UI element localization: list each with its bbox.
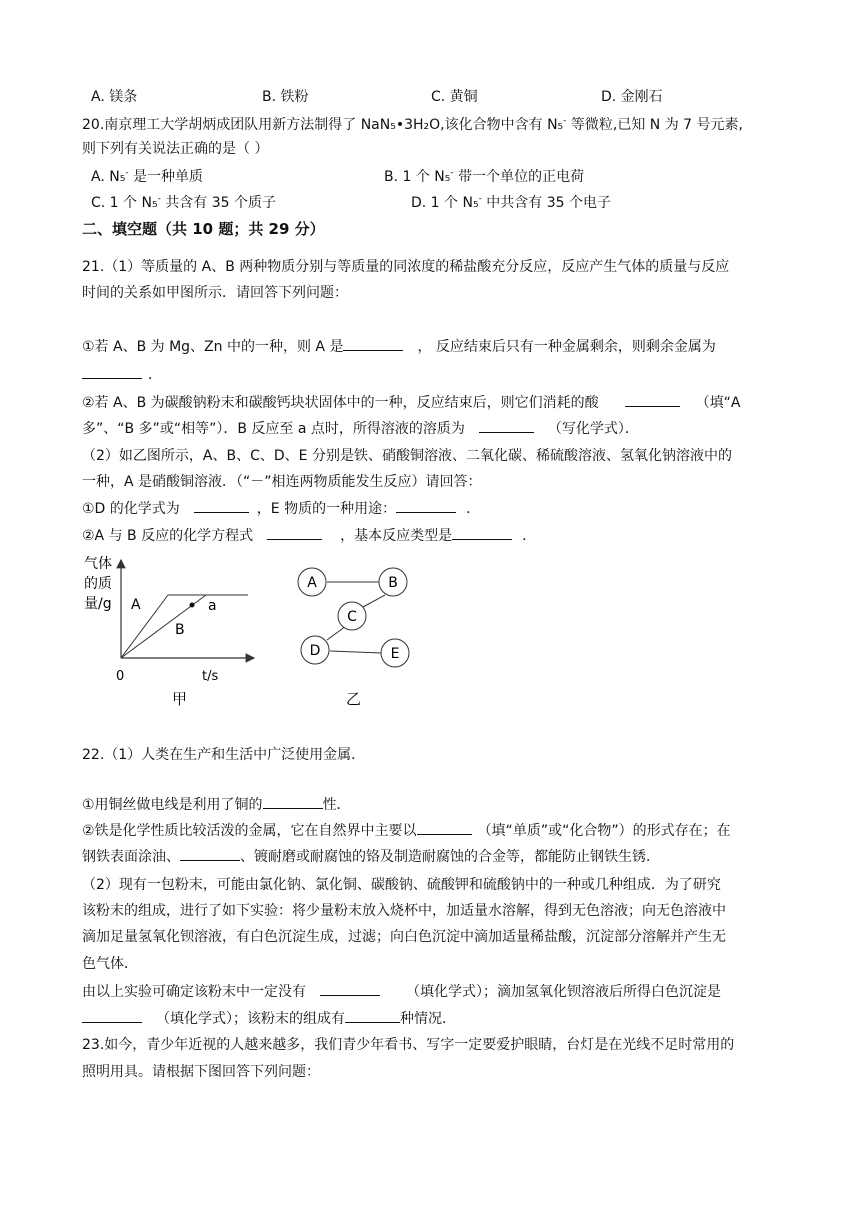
q20-opt-b-sup: - <box>450 168 454 178</box>
q21-l4: ． <box>148 367 162 383</box>
q22-line-9 <box>82 983 721 1001</box>
q22-l4-b: 、镀耐磨或耐腐蚀的铬及制造耐腐蚀的合金等，都能防止钢铁生锈． <box>240 849 660 865</box>
q21-l3-a: ①若 A、B 为 Mg、Zn 中的一种，则 A 是 <box>82 339 344 355</box>
q20-opt-a-sup: - <box>125 168 129 178</box>
q20-option-b <box>384 168 584 186</box>
q21-line-3 <box>82 338 716 356</box>
q21-l9-a: ①D 的化学式为 <box>82 501 180 517</box>
q22-line-4 <box>82 848 660 866</box>
section-2-title: 二、填空题（共 10 题；共 29 分） <box>82 220 325 238</box>
q22-line-2 <box>82 796 351 814</box>
q21-l9-c: ． <box>466 501 481 517</box>
yi-node-e-label: E <box>390 646 400 662</box>
q23-line-2: 照明用具。请根据下图回答下列问题： <box>82 1064 320 1080</box>
answer-blank[interactable] <box>345 1010 400 1023</box>
q20-opt-d-post: 中共含有 35 个电子 <box>481 195 611 211</box>
q20-text-b: 等微粒,已知 N 为 7 号元素, <box>566 117 743 133</box>
q19-option-b: B. 铁粉 <box>262 89 309 105</box>
jia-label-point-a: a <box>208 598 217 614</box>
q21-l10-a: ②A 与 B 反应的化学方程式 <box>82 528 254 544</box>
jia-ylabel-2: 的质 <box>84 576 112 592</box>
q21-l9-b: ，E 物质的一种用途： <box>256 501 397 517</box>
answer-blank[interactable] <box>267 527 322 540</box>
yi-node-c-label: C <box>347 609 357 625</box>
q20-opt-d-sup: - <box>478 194 482 204</box>
q21-l5-a: ②若 A、B 为碳酸钠粉末和碳酸钙块状固体中的一种，反应结束后，则它们消耗的酸 <box>82 395 599 411</box>
q20-opt-c-post: 共含有 35 个质子 <box>160 195 276 211</box>
q22-l9-b: （填化学式）；滴加氢氧化钡溶液后所得白色沉淀是 <box>406 984 721 1000</box>
q21-line-10 <box>82 527 536 545</box>
q19-option-d: D. 金刚石 <box>601 89 663 105</box>
answer-blank[interactable] <box>343 338 403 351</box>
yi-edge-d-e <box>330 651 381 653</box>
q20-opt-d-pre: D. 1 个 N₅ <box>411 195 479 211</box>
q21-line-5 <box>82 394 740 412</box>
jia-ylabel-3: 量/g <box>84 596 112 612</box>
q20-option-c <box>91 194 276 212</box>
yi-edge-b-c <box>363 595 385 607</box>
q20-opt-a-post: 是一种单质 <box>128 169 204 185</box>
yi-node-d-label: D <box>309 643 321 659</box>
q22-l2-b: 性． <box>322 797 351 813</box>
q22-line-1: 22.（1）人类在生产和生活中广泛使用金属． <box>82 747 366 763</box>
answer-blank[interactable] <box>263 796 323 809</box>
q21-line-6 <box>82 420 639 438</box>
yi-caption: 乙 <box>346 690 362 708</box>
q21-line-4 <box>82 366 162 384</box>
jia-xlabel: t/s <box>202 669 219 684</box>
q22-l4-a: 钢铁表面涂油、 <box>82 849 180 865</box>
answer-blank[interactable] <box>479 420 534 433</box>
answer-blank[interactable] <box>452 527 512 540</box>
q21-line-9 <box>82 500 480 518</box>
jia-line-a <box>121 595 168 658</box>
q22-l10-a: （填化学式）；该粉末的组成有 <box>156 1011 345 1027</box>
q22-l9-a: 由以上实验可确定该粉末中一定没有 <box>82 984 306 1000</box>
q22-line-7: 滴加足量氢氧化钡溶液，有白色沉淀生成，过滤；向白色沉淀中滴加适量稀盐酸，沉淀部分溶解并产生无 <box>82 929 726 945</box>
q20-opt-b-pre: B. 1 个 N₅ <box>384 169 451 185</box>
jia-caption: 甲 <box>172 690 188 708</box>
q22-l10-b: 种情况． <box>400 1011 456 1027</box>
q22-l3-a: ②铁是化学性质比较活泼的金属，它在自然界中主要以 <box>82 823 417 839</box>
yi-node-a-label: A <box>307 575 317 591</box>
answer-blank[interactable] <box>180 848 240 861</box>
q20-line-1 <box>82 116 743 134</box>
q20-line-2: 则下列有关说法正确的是（ ） <box>82 141 269 157</box>
jia-label-a-line: A <box>131 597 141 613</box>
q20-opt-a-pre: A. N₅ <box>91 169 126 185</box>
q21-line-8: 一种，A 是硝酸铜溶液．（“－”相连两物质能发生反应）请回答： <box>82 474 482 490</box>
figure-jia <box>78 552 258 710</box>
answer-blank[interactable] <box>82 1010 142 1023</box>
q22-line-10 <box>82 1010 456 1028</box>
q20-text-a: 20.南京理工大学胡炳成团队用新方法制得了 NaN₅•3H₂O,该化合物中含有 N₅ <box>82 117 564 133</box>
q22-line-5: （2）现有一包粉末，可能由氯化钠、氯化铜、碳酸钠、硫酸钾和硫酸钠中的一种或几种组成．为了研究 <box>82 877 721 893</box>
q20-option-d <box>411 194 611 212</box>
answer-blank[interactable] <box>82 366 142 379</box>
yi-edge-c-d <box>327 626 346 640</box>
q22-line-3 <box>82 822 731 840</box>
yi-node-b-label: B <box>388 575 398 591</box>
answer-blank[interactable] <box>625 394 680 407</box>
q21-l10-b: ，基本反应类型是 <box>340 528 453 544</box>
jia-label-b-line: B <box>175 622 185 638</box>
jia-point-a <box>190 603 195 608</box>
q20-opt-c-sup: - <box>157 194 161 204</box>
q21-line-2: 时间的关系如甲图所示．请回答下列问题： <box>82 285 348 301</box>
q21-l3-b: ， 反应结束后只有一种金属剩余，则剩余金属为 <box>417 339 716 355</box>
q22-line-6: 该粉末的组成，进行了如下实验：将少量粉末放入烧杯中，加适量水溶解，得到无色溶液；向无色溶液中 <box>82 903 726 919</box>
q21-l6-a: 多”、“B 多”或“相等”）．B 反应至 a 点时，所得溶液的溶质为 <box>82 421 465 437</box>
q21-l5-b: （填“A <box>695 395 741 411</box>
q20-superscript: - <box>563 116 567 126</box>
q20-opt-b-post: 带一个单位的正电荷 <box>453 169 585 185</box>
q22-l2-a: ①用铜丝做电线是利用了铜的 <box>82 797 263 813</box>
q21-l10-c: ． <box>522 528 537 544</box>
jia-ylabel-1: 气体 <box>84 556 112 572</box>
answer-blank[interactable] <box>320 983 380 996</box>
q19-option-a: A. 镁条 <box>91 89 138 105</box>
q21-line-1: 21.（1）等质量的 A、B 两种物质分别与等质量的同浓度的稀盐酸充分反应，反应产生气体的质量与反应 <box>82 259 730 275</box>
q22-line-8: 色气体． <box>82 956 138 972</box>
figure-yi <box>290 560 420 710</box>
jia-origin: 0 <box>116 669 125 684</box>
answer-blank[interactable] <box>396 500 456 513</box>
q22-l3-b: （填“单质”或“化合物”）的形式存在；在 <box>477 823 731 839</box>
answer-blank[interactable] <box>417 822 472 835</box>
q21-line-7: （2）如乙图所示，A、B、C、D、E 分别是铁、硝酸铜溶液、二氧化碳、稀硫酸溶液、氢氧化钠溶液中的 <box>82 448 732 464</box>
answer-blank[interactable] <box>194 500 249 513</box>
q23-line-1: 23.如今，青少年近视的人越来越多，我们青少年看书、写字一定要爱护眼睛，台灯是在光线不足时常用的 <box>82 1037 735 1053</box>
q20-opt-c-pre: C. 1 个 N₅ <box>91 195 158 211</box>
q20-option-a <box>91 168 203 186</box>
q21-l6-b: （写化学式）． <box>547 421 639 437</box>
q19-option-c: C. 黄铜 <box>431 89 478 105</box>
